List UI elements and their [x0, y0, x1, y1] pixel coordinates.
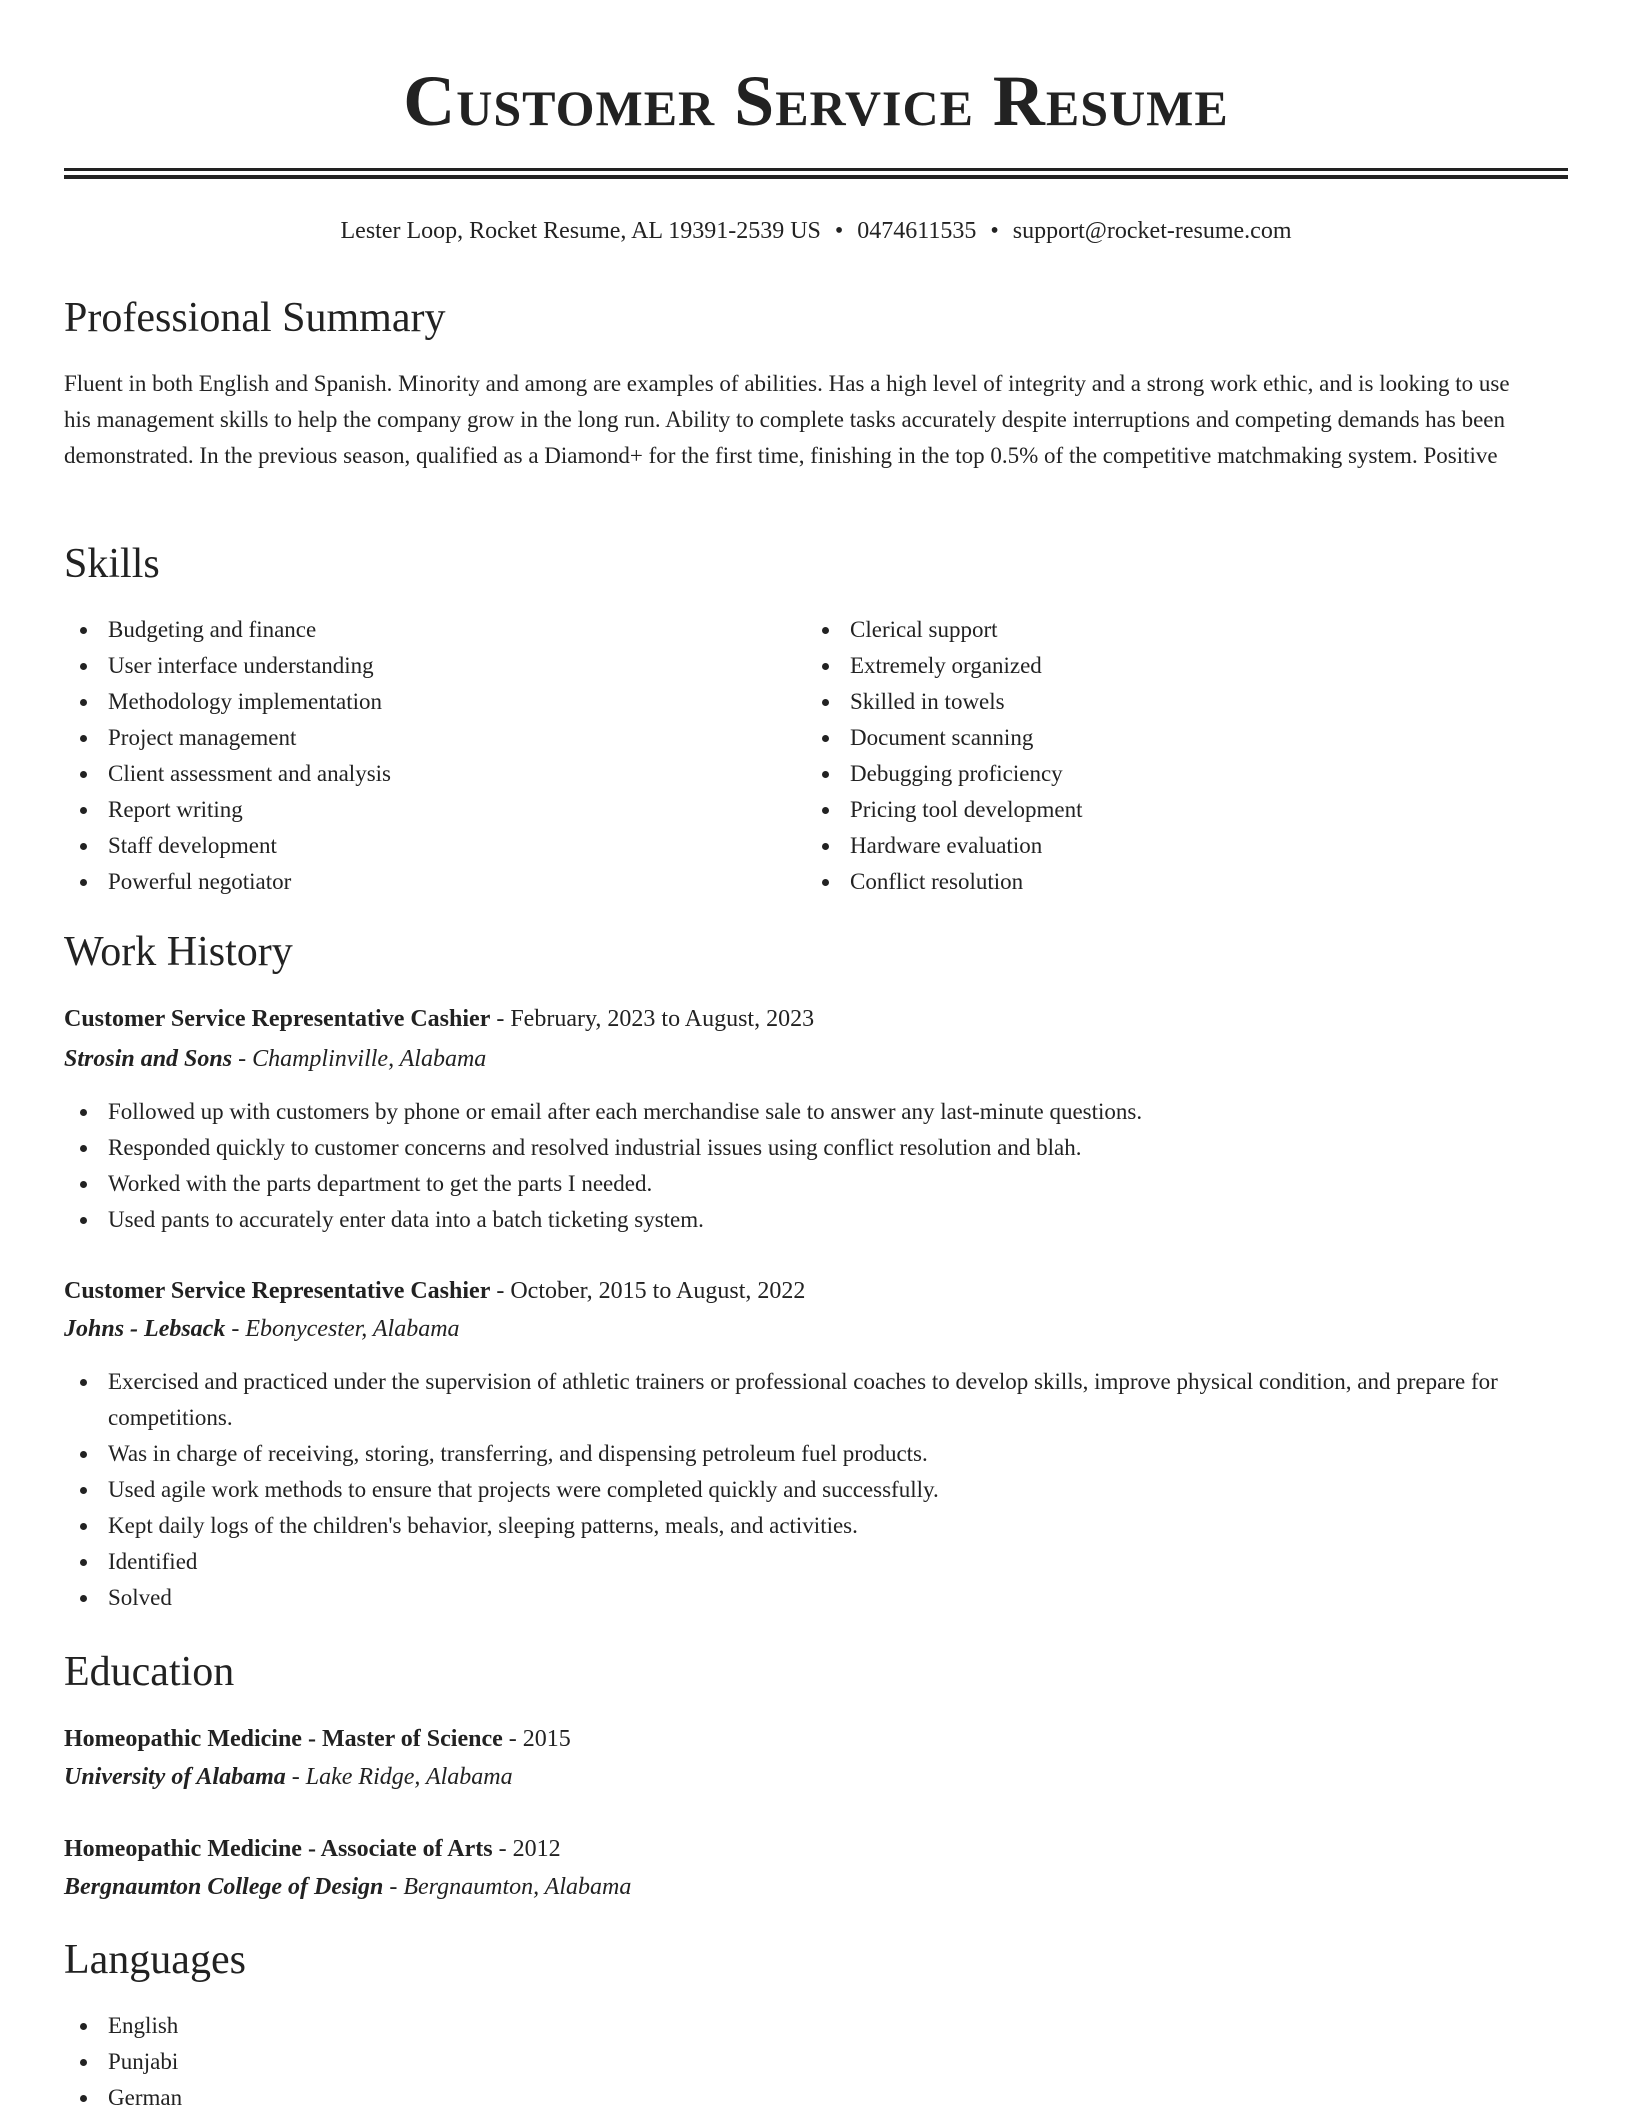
job-bullet: Solved [64, 1580, 1544, 1616]
job-title-line [64, 1274, 805, 1308]
skill-item: Conflict resolution [806, 864, 1526, 900]
skill-item: Hardware evaluation [806, 828, 1526, 864]
education-heading: Education [64, 1649, 235, 1695]
work-history-heading: Work History [64, 929, 293, 975]
education-school-line [64, 1760, 513, 1794]
job-bullets [64, 1364, 1544, 1616]
summary-heading: Professional Summary [64, 295, 446, 341]
skills-list-left [64, 612, 784, 900]
skill-item: Methodology implementation [64, 684, 784, 720]
job-bullet: Used pants to accurately enter data into a batch ticketing system. [64, 1202, 1544, 1238]
skill-item: Debugging proficiency [806, 756, 1526, 792]
education-year: - 2012 [492, 1836, 561, 1862]
languages-list [64, 2008, 784, 2116]
contact-line [64, 214, 1568, 248]
job-company: Strosin and Sons [64, 1046, 233, 1072]
education-year: - 2015 [502, 1726, 571, 1752]
job-title: Customer Service Representative Cashier [64, 1278, 491, 1304]
education-school: Bergnaumton College of Design [64, 1874, 384, 1900]
education-school-line [64, 1870, 631, 1904]
skills-heading: Skills [64, 541, 160, 587]
education-degree-line [64, 1832, 561, 1866]
job-dates: - October, 2015 to August, 2022 [490, 1278, 806, 1304]
contact-phone: 0474611535 [857, 218, 977, 244]
job-location: - Ebonycester, Alabama [225, 1316, 460, 1342]
languages-heading: Languages [64, 1937, 246, 1983]
education-degree: Homeopathic Medicine - Master of Science [64, 1726, 503, 1752]
skill-item: Document scanning [806, 720, 1526, 756]
job-bullets [64, 1094, 1544, 1238]
job-bullet: Used agile work methods to ensure that projects were completed quickly and successfully. [64, 1472, 1544, 1508]
education-location: - Lake Ridge, Alabama [285, 1764, 513, 1790]
job-bullet: Was in charge of receiving, storing, transferring, and dispensing petroleum fuel products. [64, 1436, 1544, 1472]
job-title: Customer Service Representative Cashier [64, 1006, 491, 1032]
skill-item: Budgeting and finance [64, 612, 784, 648]
skill-item: Skilled in towels [806, 684, 1526, 720]
skill-item: Report writing [64, 792, 784, 828]
summary-text: Fluent in both English and Spanish. Minority and among are examples of abilities. Has a high level of integrity and a strong work ethic, and is looking to use his management skills to help the company grow in the long run. Ability to complete tasks accurately despite interruptions and competing demands has been demonstrated. In the previous season, qualified as a Diamond+ for the first time, finishing in the top 0.5% of the competitive matchmaking system. Positive [64, 371, 1510, 468]
skill-item: Powerful negotiator [64, 864, 784, 900]
language-item: German [64, 2080, 784, 2116]
job-company-line [64, 1312, 460, 1346]
title-rule-bottom [64, 175, 1568, 179]
skill-item: User interface understanding [64, 648, 784, 684]
skill-item: Clerical support [806, 612, 1526, 648]
skill-item: Project management [64, 720, 784, 756]
job-title-line [64, 1002, 814, 1036]
language-item: English [64, 2008, 784, 2044]
contact-address: Lester Loop, Rocket Resume, AL 19391-2539 US [340, 218, 821, 244]
job-bullet: Responded quickly to customer concerns and resolved industrial issues using conflict resolution and blah. [64, 1130, 1544, 1166]
education-degree: Homeopathic Medicine - Associate of Arts [64, 1836, 493, 1862]
contact-email: support@rocket-resume.com [1012, 218, 1292, 244]
education-location: - Bergnaumton, Alabama [383, 1874, 632, 1900]
contact-separator: • [834, 218, 844, 244]
job-company: Johns - Lebsack [64, 1316, 226, 1342]
skill-item: Staff development [64, 828, 784, 864]
job-dates: - February, 2023 to August, 2023 [490, 1006, 815, 1032]
job-company-line [64, 1042, 486, 1076]
job-location: - Champlinville, Alabama [232, 1046, 487, 1072]
skill-item: Extremely organized [806, 648, 1526, 684]
skill-item: Client assessment and analysis [64, 756, 784, 792]
title-rule-top [64, 168, 1568, 171]
language-item: Punjabi [64, 2044, 784, 2080]
job-bullet: Identified [64, 1544, 1544, 1580]
skill-item: Pricing tool development [806, 792, 1526, 828]
job-bullet: Worked with the parts department to get the parts I needed. [64, 1166, 1544, 1202]
job-bullet: Exercised and practiced under the supervision of athletic trainers or professional coaches to develop skills, improve physical condition, and prepare for competitions. [64, 1364, 1544, 1436]
job-bullet: Kept daily logs of the children's behavior, sleeping patterns, meals, and activities. [64, 1508, 1544, 1544]
education-school: University of Alabama [64, 1764, 286, 1790]
education-degree-line [64, 1722, 571, 1756]
contact-separator: • [990, 218, 999, 244]
resume-title: Customer Service Resume [403, 61, 1229, 141]
skills-list-right [806, 612, 1526, 900]
job-bullet: Followed up with customers by phone or email after each merchandise sale to answer any last-minute questions. [64, 1094, 1544, 1130]
